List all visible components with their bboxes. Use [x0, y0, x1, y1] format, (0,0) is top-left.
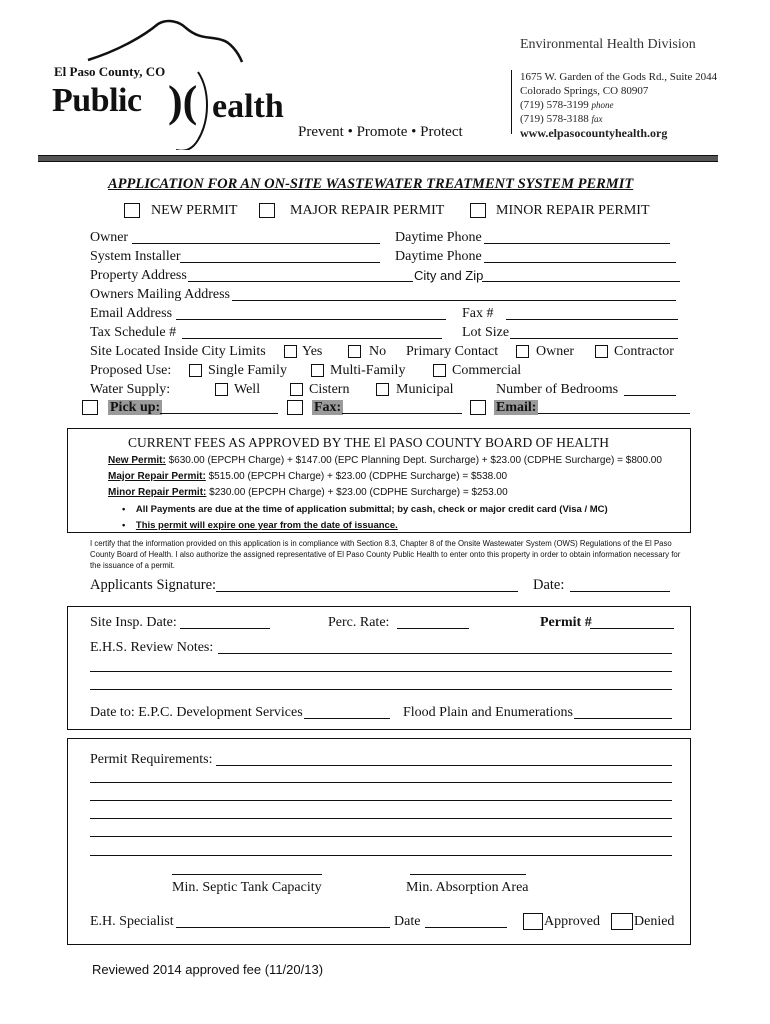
expire-text: This permit will expire one year from the date of issuance.	[135, 520, 398, 531]
signature-label: Applicants Signature:	[90, 577, 217, 593]
fax-field[interactable]	[506, 319, 678, 320]
footer-note: Reviewed 2014 approved fee (11/20/13)	[92, 962, 324, 977]
water-supply-label: Water Supply:	[90, 382, 171, 397]
municipal-label: Municipal	[396, 382, 454, 397]
perc-rate-label: Perc. Rate:	[328, 615, 390, 630]
permit-number-field[interactable]	[590, 628, 674, 629]
fee-new-label: New Permit:	[108, 455, 166, 466]
phone-number: (719) 578-3199	[520, 99, 589, 111]
requirements-field-6[interactable]	[90, 855, 672, 856]
website-link[interactable]: www.elpasocountyhealth.org	[520, 126, 668, 140]
commercial-checkbox[interactable]	[433, 364, 446, 377]
primary-contact-contractor-label: Contractor	[614, 344, 674, 359]
logo-h: )(	[168, 77, 198, 126]
well-label: Well	[234, 382, 261, 397]
address-line-2: Colorado Springs, CO 80907	[520, 85, 649, 97]
owner-label: Owner	[90, 230, 129, 245]
system-installer-label: System Installer	[90, 249, 181, 264]
email-delivery-label-wrap	[494, 400, 538, 416]
inside-city-no-label: No	[369, 344, 387, 359]
denied-checkbox[interactable]	[611, 913, 633, 930]
review-notes-label: E.H.S. Review Notes:	[90, 640, 214, 655]
site-insp-label: Site Insp. Date:	[90, 615, 177, 630]
fee-minor-label: Minor Repair Permit:	[108, 487, 207, 498]
fee-major-text: $515.00 (EPCPH Charge) + $23.00 (CDPHE Surcharge) = $538.00	[205, 471, 508, 482]
tax-schedule-label: Tax Schedule #	[90, 325, 177, 340]
form-title: APPLICATION FOR AN ON-SITE WASTEWATER TREATMENT SYSTEM PERMIT	[108, 176, 634, 192]
proposed-use-label: Proposed Use:	[90, 363, 172, 378]
pickup-label-wrap	[108, 400, 162, 416]
division-name: Environmental Health Division	[520, 37, 696, 52]
payment-bullet	[122, 504, 608, 515]
permit-requirements-label: Permit Requirements:	[90, 752, 213, 767]
pickup-field[interactable]	[160, 413, 278, 414]
well-checkbox[interactable]	[215, 383, 228, 396]
address-line-1: 1675 W. Garden of the Gods Rd., Suite 2044	[520, 71, 718, 83]
approved-checkbox[interactable]	[523, 913, 543, 930]
system-installer-field[interactable]	[180, 262, 380, 263]
bedrooms-label: Number of Bedrooms	[496, 382, 619, 397]
multi-family-checkbox[interactable]	[311, 364, 324, 377]
daytime-phone-2-field[interactable]	[484, 262, 676, 263]
specialist-date-label: Date	[394, 914, 421, 929]
signature-field[interactable]	[216, 591, 518, 592]
date-to-epc-field[interactable]	[304, 718, 390, 719]
approved-label: Approved	[544, 914, 600, 929]
phone-note: phone	[591, 100, 614, 110]
expire-bullet	[122, 520, 398, 531]
certify-text: I certify that the information provided on this application is in compliance with Section 8.3, Chapter 8 of the Onsite Wastewater System (OWS) Regulations of the El Paso County Board of Health. I also authorize the assigned representative of El Paso County Public Health to enter onto this property in order to obtain information necessary for the issuance of a permit.	[90, 539, 681, 570]
payment-text: All Payments are due at the time of application submittal; by cash, check or major credit card (Visa / MC)	[135, 504, 608, 515]
requirements-field-4[interactable]	[90, 818, 672, 819]
signature-date-field[interactable]	[570, 591, 670, 592]
email-delivery-checkbox[interactable]	[470, 400, 486, 415]
inside-city-yes-checkbox[interactable]	[284, 345, 297, 358]
lot-size-label: Lot Size	[462, 325, 510, 340]
lot-size-field[interactable]	[510, 338, 678, 339]
review-notes-field-1[interactable]	[218, 653, 672, 654]
major-repair-checkbox[interactable]	[259, 203, 275, 218]
municipal-checkbox[interactable]	[376, 383, 389, 396]
email-delivery-label: Email:	[496, 400, 537, 415]
specialist-date-field[interactable]	[425, 927, 507, 928]
single-family-label: Single Family	[208, 363, 287, 378]
fee-minor-text: $230.00 (EPCPH Charge) + $23.00 (CDPHE Surcharge) = $253.00	[206, 487, 508, 498]
fax-delivery-label-wrap	[312, 400, 343, 416]
fax-number: (719) 578-3188	[520, 113, 589, 125]
site-insp-field[interactable]	[180, 628, 270, 629]
email-delivery-field[interactable]	[538, 413, 690, 414]
flood-plain-field[interactable]	[574, 718, 672, 719]
new-permit-checkbox[interactable]	[124, 203, 140, 218]
logo-health: ealth	[212, 88, 284, 125]
county-name: El Paso County, CO	[54, 64, 166, 79]
primary-contact-owner-label: Owner	[536, 344, 575, 359]
address-divider	[511, 70, 512, 134]
septic-capacity-label: Min. Septic Tank Capacity	[172, 880, 322, 895]
fax-delivery-label: Fax:	[314, 400, 342, 415]
inside-city-label: Site Located Inside City Limits	[90, 344, 266, 359]
fee-major	[108, 471, 507, 482]
absorption-area-field[interactable]	[410, 874, 526, 875]
tax-schedule-field[interactable]	[182, 338, 442, 339]
address-block	[520, 70, 717, 140]
eh-specialist-field[interactable]	[176, 927, 390, 928]
email-address-field[interactable]	[176, 319, 446, 320]
primary-contact-contractor-checkbox[interactable]	[595, 345, 608, 358]
permit-number-label: Permit #	[540, 615, 592, 630]
denied-label: Denied	[634, 914, 675, 929]
fax-delivery-checkbox[interactable]	[287, 400, 303, 415]
pickup-label: Pick up:	[110, 400, 161, 415]
city-zip-field[interactable]	[482, 281, 680, 282]
logo	[50, 10, 310, 150]
logo-public: Public	[52, 82, 142, 119]
new-permit-label: NEW PERMIT	[151, 203, 238, 218]
signature-date-label: Date:	[533, 577, 565, 593]
city-zip-label: City and Zip	[414, 268, 484, 283]
fax-note: fax	[591, 114, 603, 124]
minor-repair-label: MINOR REPAIR PERMIT	[496, 203, 650, 218]
fees-heading: CURRENT FEES AS APPROVED BY THE El PASO COUNTY BOARD OF HEALTH	[128, 435, 609, 450]
date-to-epc-label: Date to: E.P.C. Development Services	[90, 705, 303, 720]
inside-city-no-checkbox[interactable]	[348, 345, 361, 358]
minor-repair-checkbox[interactable]	[470, 203, 486, 218]
fee-new-text: $630.00 (EPCPH Charge) + $147.00 (EPC Planning Dept. Surcharge) + $23.00 (CDPHE Surcharge) = $800.00	[165, 455, 662, 466]
phone-line	[520, 98, 717, 112]
daytime-phone-label: Daytime Phone	[395, 230, 482, 245]
cistern-checkbox[interactable]	[290, 383, 303, 396]
email-address-label: Email Address	[90, 306, 173, 321]
owners-mailing-field[interactable]	[232, 300, 676, 301]
property-address-field[interactable]	[188, 281, 413, 282]
owner-field[interactable]	[132, 243, 380, 244]
fee-minor	[108, 487, 508, 498]
daytime-phone-field[interactable]	[484, 243, 670, 244]
review-notes-field-2[interactable]	[90, 671, 672, 672]
multi-family-label: Multi-Family	[330, 363, 406, 378]
primary-contact-label: Primary Contact	[406, 344, 499, 359]
property-address-label: Property Address	[90, 268, 187, 283]
cistern-label: Cistern	[309, 382, 350, 397]
header-rule	[38, 155, 718, 162]
requirements-field-1[interactable]	[216, 765, 672, 766]
fax-label: Fax #	[462, 306, 494, 321]
fee-new	[108, 455, 662, 466]
flood-plain-label: Flood Plain and Enumerations	[403, 705, 573, 720]
primary-contact-owner-checkbox[interactable]	[516, 345, 529, 358]
owners-mailing-label: Owners Mailing Address	[90, 287, 230, 302]
major-repair-label: MAJOR REPAIR PERMIT	[290, 203, 445, 218]
absorption-area-label: Min. Absorption Area	[406, 880, 529, 895]
single-family-checkbox[interactable]	[189, 364, 202, 377]
perc-rate-field[interactable]	[397, 628, 469, 629]
fee-major-label: Major Repair Permit:	[108, 471, 206, 482]
fax-delivery-field[interactable]	[342, 413, 462, 414]
requirements-field-5[interactable]	[90, 836, 672, 837]
eh-specialist-label: E.H. Specialist	[90, 914, 174, 929]
requirements-field-3[interactable]	[90, 800, 672, 801]
septic-capacity-field[interactable]	[172, 874, 322, 875]
bedrooms-field[interactable]	[624, 395, 676, 396]
inside-city-yes-label: Yes	[302, 344, 323, 359]
pickup-checkbox[interactable]	[82, 400, 98, 415]
tagline: Prevent • Promote • Protect	[298, 124, 463, 140]
daytime-phone-2-label: Daytime Phone	[395, 249, 482, 264]
review-notes-field-3[interactable]	[90, 689, 672, 690]
bullet-icon: •	[122, 504, 126, 515]
bullet-icon: •	[122, 520, 126, 531]
commercial-label: Commercial	[452, 363, 522, 378]
requirements-field-2[interactable]	[90, 782, 672, 783]
fax-line	[520, 112, 717, 126]
